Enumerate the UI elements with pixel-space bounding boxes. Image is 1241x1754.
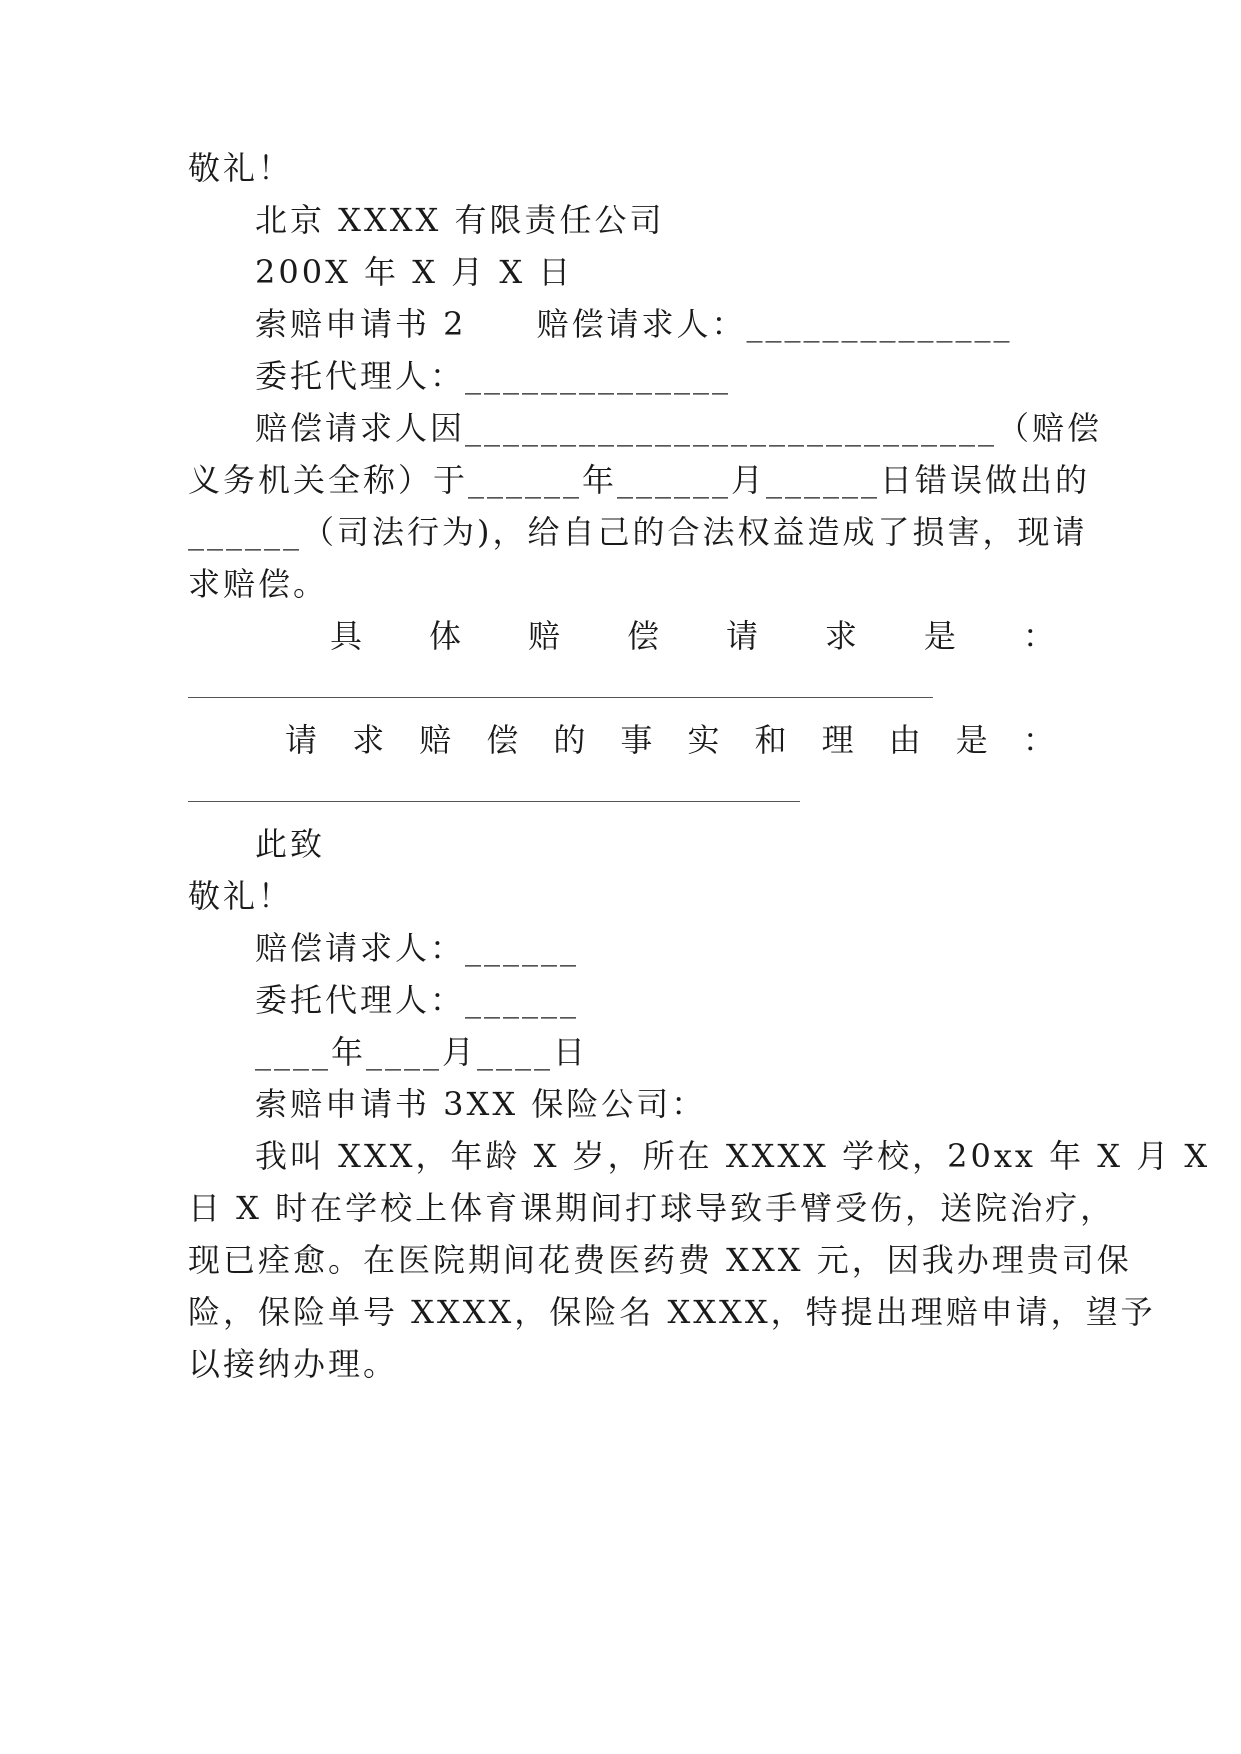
- closing-salute: 敬礼！: [188, 149, 294, 187]
- body-paragraph-line: 现已痊愈。在医院期间花费医药费 XXX 元，因我办理贵司保: [188, 1241, 1132, 1279]
- heading-char: 偿: [626, 617, 662, 655]
- heading-char: 请: [285, 721, 321, 759]
- heading-char: 理: [821, 721, 857, 759]
- body-paragraph-line: 义务机关全称）于______年______月______日错误做出的: [188, 461, 1091, 499]
- agent-line: 委托代理人：______________: [255, 357, 732, 395]
- heading-char: ：: [1022, 617, 1058, 655]
- heading-char: 实: [687, 721, 723, 759]
- section-title-3: 索赔申请书 3XX 保险公司：: [255, 1085, 707, 1123]
- body-paragraph-line: 险，保险单号 XXXX，保险名 XXXX，特提出理赔申请，望予: [188, 1293, 1156, 1331]
- heading-specific-requests: [330, 616, 1058, 656]
- blank-line-rule: [188, 697, 933, 698]
- heading-char: 偿: [486, 721, 522, 759]
- body-paragraph-line: 我叫 XXX，年龄 X 岁，所在 XXXX 学校，20xx 年 X 月 X: [255, 1137, 1211, 1175]
- body-paragraph-line: 赔偿请求人因____________________________（赔偿: [255, 409, 1103, 447]
- heading-char: 和: [754, 721, 790, 759]
- section-title-2: 索赔申请书 2 赔偿请求人：______________: [255, 305, 1013, 343]
- claimant-signature-line: 赔偿请求人：______: [255, 929, 580, 967]
- closing-phrase: 此致: [255, 825, 326, 863]
- heading-char: 事: [620, 721, 656, 759]
- heading-char: 的: [553, 721, 589, 759]
- date-blank-line: ____年____月____日: [255, 1033, 589, 1071]
- heading-facts-reasons: [285, 720, 1058, 760]
- heading-char: 体: [428, 617, 464, 655]
- heading-char: 请: [725, 617, 761, 655]
- blank-line-rule: [188, 801, 800, 802]
- heading-char: 由: [888, 721, 924, 759]
- heading-char: 赔: [419, 721, 455, 759]
- heading-char: 求: [352, 721, 388, 759]
- heading-char: 是: [955, 721, 991, 759]
- letter-date: 200X 年 X 月 X 日: [255, 253, 574, 291]
- body-paragraph-line: 求赔偿。: [188, 565, 329, 603]
- heading-char: 赔: [527, 617, 563, 655]
- company-name: 北京 XXXX 有限责任公司: [255, 201, 665, 239]
- heading-char: ：: [1022, 721, 1058, 759]
- body-paragraph-line: ______（司法行为)，给自己的合法权益造成了损害，现请: [188, 513, 1088, 551]
- body-paragraph-line: 以接纳办理。: [188, 1345, 399, 1383]
- heading-char: 是: [923, 617, 959, 655]
- body-paragraph-line: 日 X 时在学校上体育课期间打球导致手臂受伤，送院治疗，: [188, 1189, 1116, 1227]
- heading-char: 具: [330, 617, 366, 655]
- agent-signature-line: 委托代理人：______: [255, 981, 580, 1019]
- heading-char: 求: [824, 617, 860, 655]
- closing-salute: 敬礼！: [188, 877, 294, 915]
